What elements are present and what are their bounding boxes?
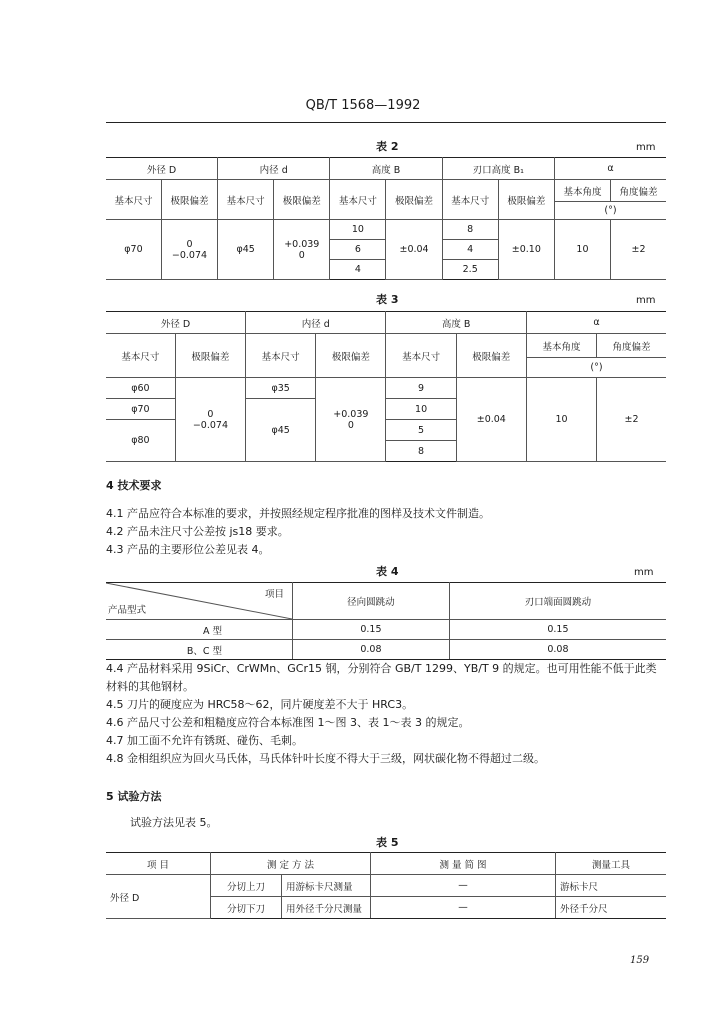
t3-group: 内径 d (246, 312, 386, 334)
t4-col: 径向圆跳动 (293, 583, 450, 620)
t3-cell: 5 (386, 420, 456, 441)
t3-cell: φ70 (106, 399, 175, 420)
t4-diag-bottom: 产品型式 (108, 605, 147, 616)
t3-sub: 极限偏差 (175, 334, 245, 378)
table4 (106, 582, 666, 660)
t3-unit-deg: (°) (526, 358, 666, 378)
t2-cell: 4 (442, 240, 498, 260)
list-item: 4.6 产品尺寸公差和粗糙度应符合本标准图 1～图 3、表 1～表 3 的规定。 (106, 716, 470, 729)
t3-group: 高度 B (386, 312, 526, 334)
list-item: 4.7 加工面不允许有锈斑、碰伤、毛刺。 (106, 734, 303, 747)
t3-group: α (526, 312, 666, 334)
t4-diag-top: 项目 (264, 589, 284, 600)
t5-cell: 外径千分尺 (556, 897, 667, 919)
t3-cell: φ45 (246, 399, 316, 462)
t2-cell: 4 (330, 260, 386, 280)
table2-caption: 表 2 (376, 140, 399, 153)
t3-cell: 8 (386, 441, 456, 462)
list-item: 4.1 产品应符合本标准的要求，并按照经规定程序批准的图样及技术文件制造。 (106, 507, 490, 520)
t2-sub: 基本尺寸 (106, 180, 161, 220)
page-number: 159 (630, 955, 650, 966)
t2-sub: 极限偏差 (161, 180, 217, 220)
t3-sub: 极限偏差 (316, 334, 386, 378)
section5-title: 5 试验方法 (106, 790, 162, 803)
table2 (106, 157, 666, 280)
t2-sub: 基本尺寸 (442, 180, 498, 220)
t4-cell: 0.15 (449, 620, 666, 640)
t3-sub: 极限偏差 (456, 334, 526, 378)
page-header: QB/T 1568—1992 (305, 98, 421, 113)
t5-col: 测 量 简 图 (371, 853, 556, 875)
t5-cell: 用外径千分尺测量 (282, 897, 371, 919)
t5-col: 项 目 (106, 853, 211, 875)
t5-cell: — (371, 897, 556, 919)
t3-cell: φ60 (106, 378, 175, 399)
section5-intro: 试验方法见表 5。 (130, 816, 218, 829)
t2-sub: 基本角度 (554, 180, 610, 202)
t5-cell: 游标卡尺 (556, 875, 667, 897)
t5-cell: 分切上刀 (211, 875, 282, 897)
t2-sub: 基本尺寸 (330, 180, 386, 220)
t2-group-d: 外径 D (106, 158, 218, 180)
t4-cell: 0.08 (449, 640, 666, 660)
t4-diag-cell (106, 583, 293, 620)
section4-title: 4 技术要求 (106, 479, 162, 492)
t2-cell: φ45 (218, 220, 274, 280)
table5-caption: 表 5 (376, 836, 399, 849)
t3-sub: 基本尺寸 (246, 334, 316, 378)
table5 (106, 852, 666, 919)
t5-col: 测 定 方 法 (211, 853, 371, 875)
t2-group-b1: 刃口高度 B₁ (442, 158, 554, 180)
t3-sub: 基本尺寸 (386, 334, 456, 378)
t2-cell: ±0.04 (386, 220, 442, 280)
t2-group-alpha: α (554, 158, 666, 180)
t2-cell: +0.039 0 (274, 220, 330, 280)
t2-cell: 6 (330, 240, 386, 260)
table3-caption: 表 3 (376, 293, 399, 306)
list-item: 4.4 产品材料采用 9SiCr、CrWMn、GCr15 钢，分别符合 GB/T 1299、YB/T 9 的规定。也可用性能不低于此类材料的其他钢材。 (106, 662, 657, 693)
t2-cell: 10 (554, 220, 610, 280)
list-item: 4.2 产品未注尺寸公差按 js18 要求。 (106, 525, 289, 538)
t3-cell: 10 (526, 378, 596, 462)
t2-cell: φ70 (106, 220, 161, 280)
t4-col: 刃口端面圆跳动 (449, 583, 666, 620)
section4b-items (106, 660, 666, 768)
t3-cell: φ80 (106, 420, 175, 462)
table4-caption: 表 4 (376, 565, 399, 578)
list-item: 4.8 金相组织应为回火马氏体，马氏体针叶长度不得大于三级，网状碳化物不得超过二级。 (106, 752, 545, 765)
t4-row-label: A 型 (106, 620, 293, 640)
t2-cell: 8 (442, 220, 498, 240)
t2-cell: 0 −0.074 (161, 220, 217, 280)
t4-row-label: B、C 型 (106, 640, 293, 660)
table3 (106, 311, 666, 462)
t3-cell: 10 (386, 399, 456, 420)
table2-unit: mm (636, 142, 656, 153)
t2-cell: 2.5 (442, 260, 498, 280)
t2-sub: 极限偏差 (498, 180, 554, 220)
list-item: 4.3 产品的主要形位公差见表 4。 (106, 543, 270, 556)
t3-cell: ±0.04 (456, 378, 526, 462)
t5-cell: — (371, 875, 556, 897)
t5-item: 外径 D (106, 875, 211, 919)
t3-cell: ±2 (597, 378, 666, 462)
table4-unit: mm (634, 567, 654, 578)
t3-cell: +0.039 0 (316, 378, 386, 462)
t3-group: 外径 D (106, 312, 246, 334)
table3-unit: mm (636, 295, 656, 306)
t3-cell: 0 −0.074 (175, 378, 245, 462)
t5-cell: 分切下刀 (211, 897, 282, 919)
t2-cell: ±2 (611, 220, 666, 280)
t3-sub: 角度偏差 (597, 334, 666, 358)
section4-items (106, 505, 666, 559)
t2-unit-deg: (°) (554, 202, 666, 220)
header-rule (106, 122, 666, 123)
t2-sub: 极限偏差 (386, 180, 442, 220)
t2-sub: 极限偏差 (274, 180, 330, 220)
list-item: 4.5 刀片的硬度应为 HRC58～62，同片硬度差不大于 HRC3。 (106, 698, 414, 711)
t5-cell: 用游标卡尺测量 (282, 875, 371, 897)
t3-cell: 9 (386, 378, 456, 399)
t5-col: 测量工具 (556, 853, 667, 875)
t3-sub: 基本尺寸 (106, 334, 175, 378)
t3-sub: 基本角度 (526, 334, 596, 358)
t4-cell: 0.08 (293, 640, 450, 660)
t3-cell: φ35 (246, 378, 316, 399)
t2-cell: ±0.10 (498, 220, 554, 280)
t2-sub: 基本尺寸 (218, 180, 274, 220)
t2-sub: 角度偏差 (611, 180, 666, 202)
t2-group-b: 高度 B (330, 158, 442, 180)
t2-group-di: 内径 d (218, 158, 330, 180)
t4-cell: 0.15 (293, 620, 450, 640)
t2-cell: 10 (330, 220, 386, 240)
